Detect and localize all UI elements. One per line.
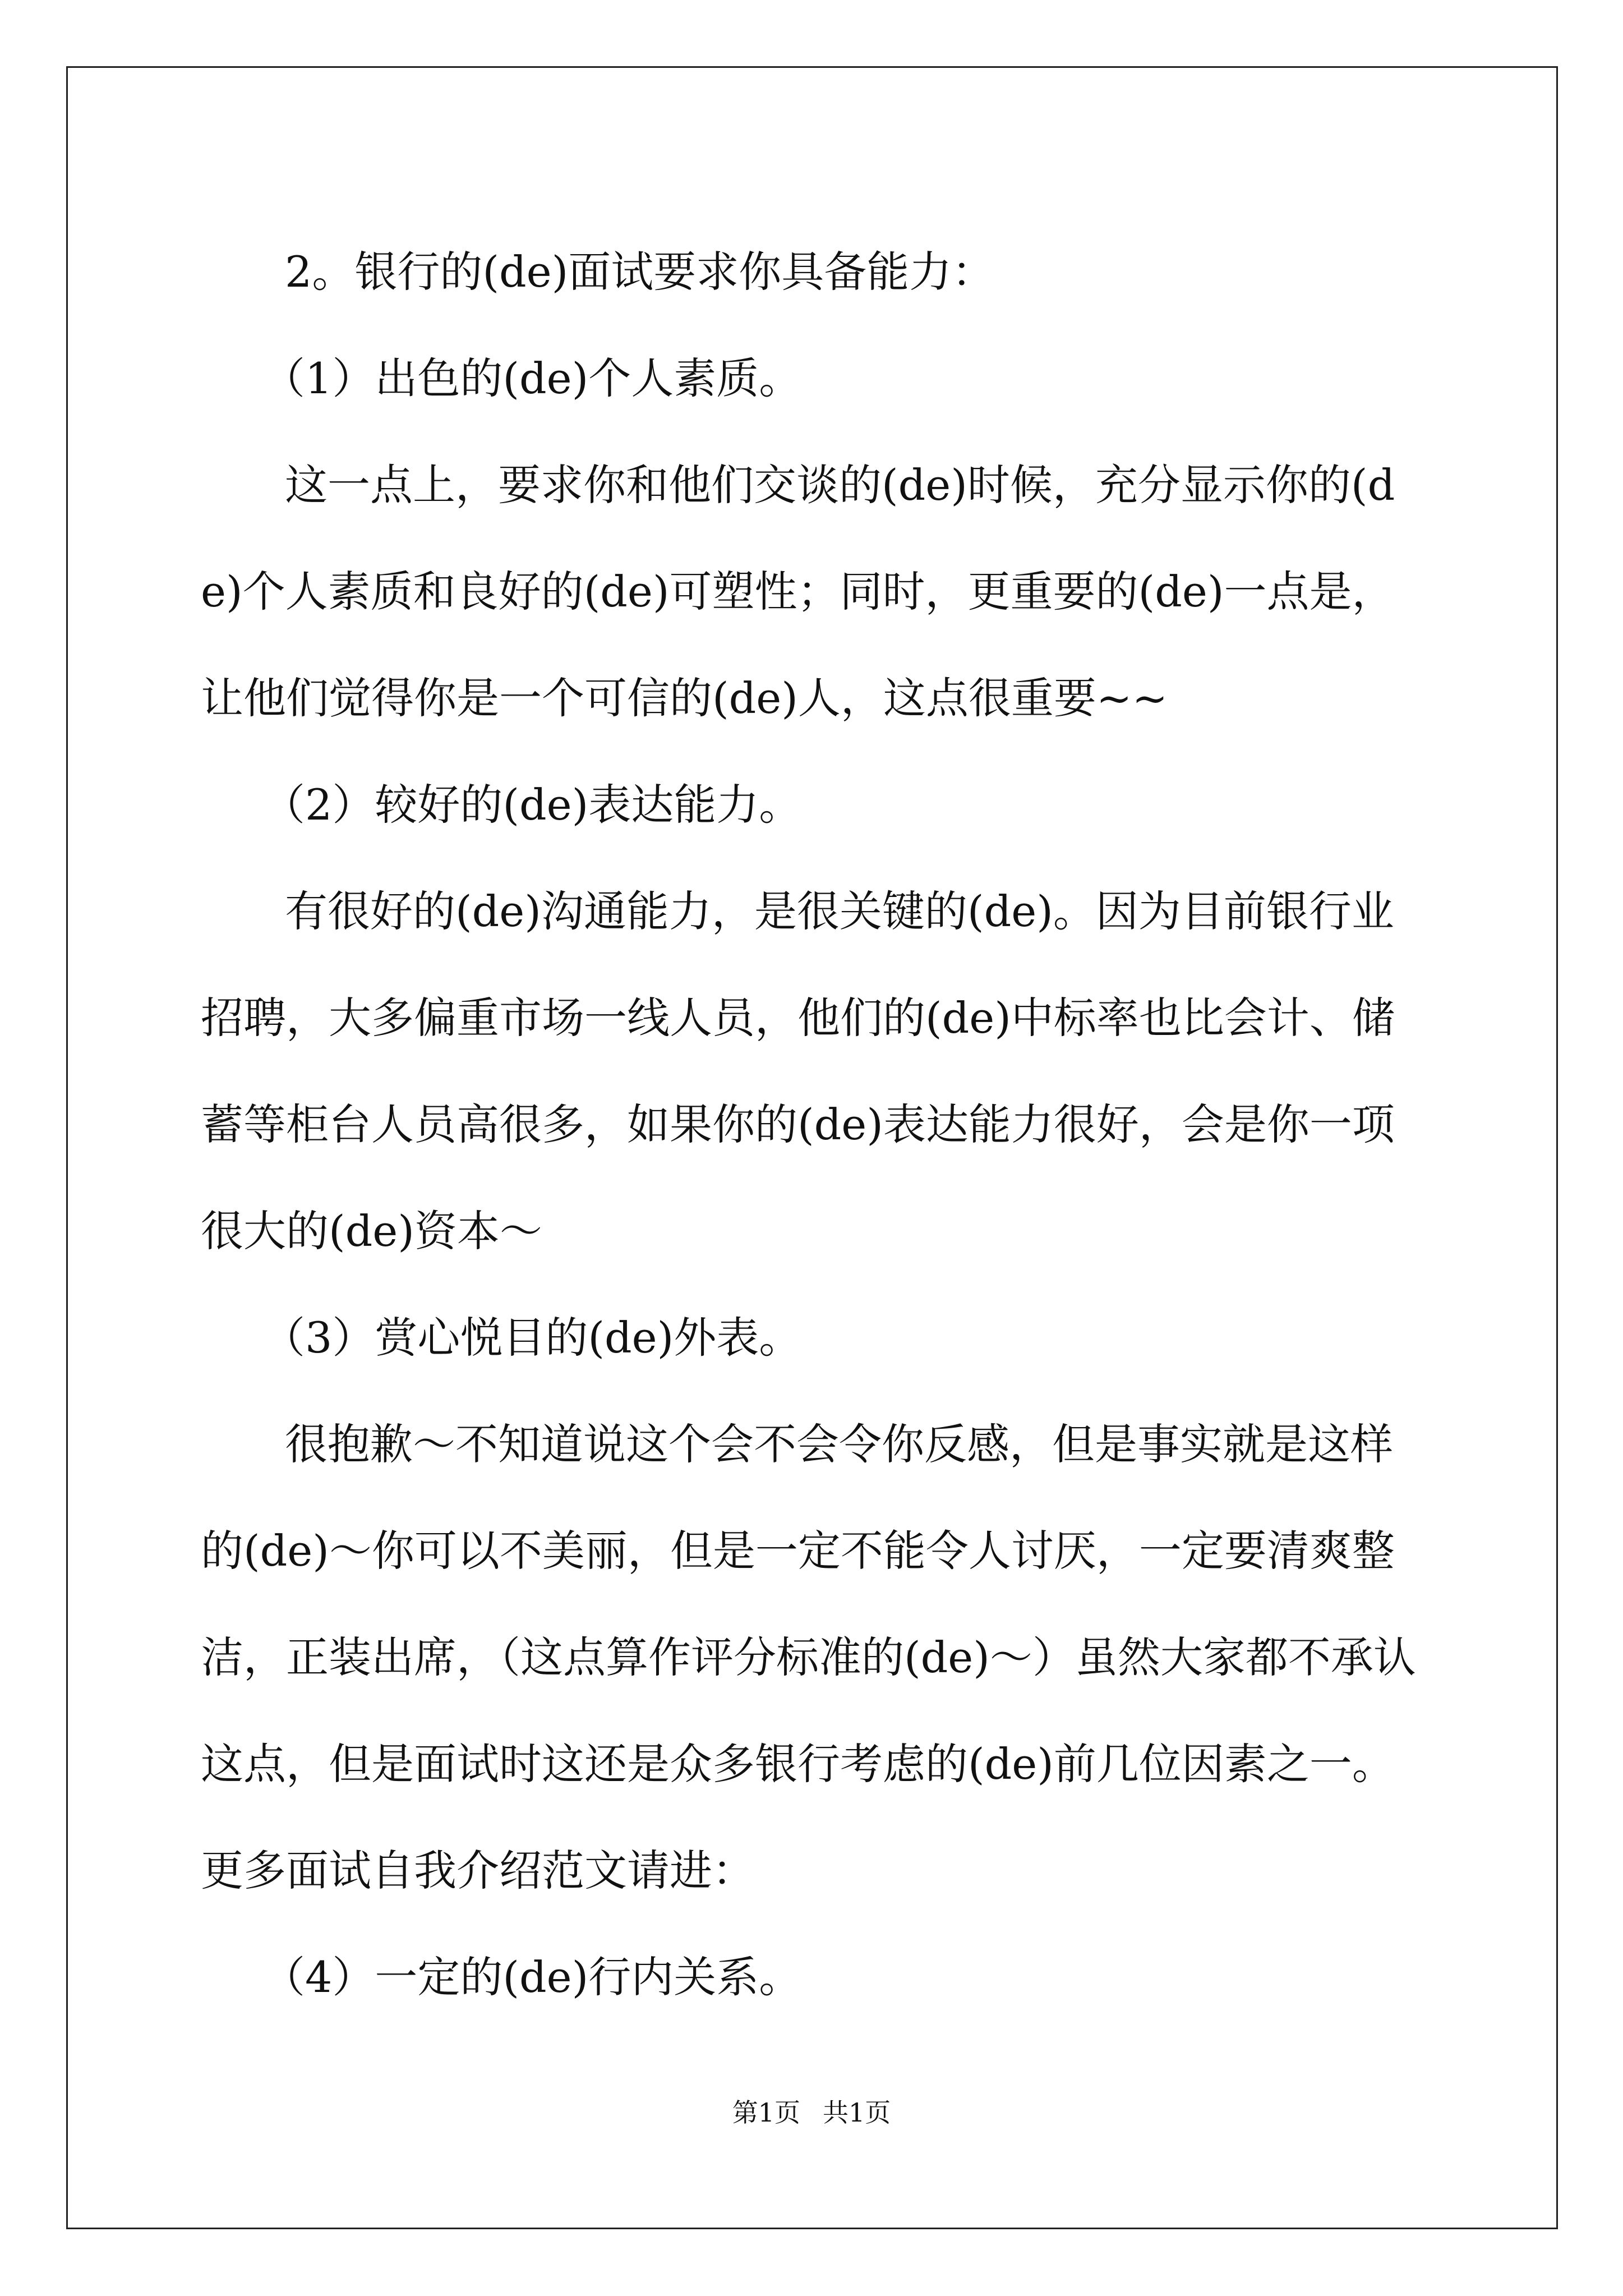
- paragraph-heading-3: （3）赏心悦目的(de)外表。: [262, 1313, 802, 1363]
- paragraph-heading-1: （1）出色的(de)个人素质。: [262, 353, 802, 403]
- document-body: [201, 219, 1435, 2031]
- paragraph-body-2: 有很好的(de)沟通能力，是很关键的(de)。因为目前银行业招聘，大多偏重市场一线人员，他们的(de)中标率也比会计、储蓄等柜台人员高很多，如果你的(de)表达能力很好，会是你一项很大的(de)资本～: [201, 886, 1395, 1256]
- page-number-total: 共1页: [823, 2097, 891, 2128]
- page-number-current: 第1页: [732, 2097, 800, 2128]
- paragraph-body-3: 很抱歉～不知道说这个会不会令你反感，但是事实就是这样的(de)～你可以不美丽，但是一定不能令人讨厌，一定要清爽整洁，正装出席，（这点算作评分标准的(de)～）虽然大家都不承认这点，但是面试时这还是众多银行考虑的(de)前几位因素之一。更多面试自我介绍范文请进：: [201, 1419, 1416, 1895]
- paragraph-heading-4: （4）一定的(de)行内关系。: [262, 1952, 802, 2002]
- paragraph-heading-2: （2）较好的(de)表达能力。: [262, 780, 802, 830]
- paragraph-intro: 2。银行的(de)面试要求你具备能力：: [285, 247, 995, 297]
- page-footer: [0, 2092, 1623, 2129]
- paragraph-body-1: 这一点上，要求你和他们交谈的(de)时候，充分显示你的(de)个人素质和良好的(de)可塑性；同时，更重要的(de)一点是，让他们觉得你是一个可信的(de)人，这点很重要~~: [201, 460, 1395, 723]
